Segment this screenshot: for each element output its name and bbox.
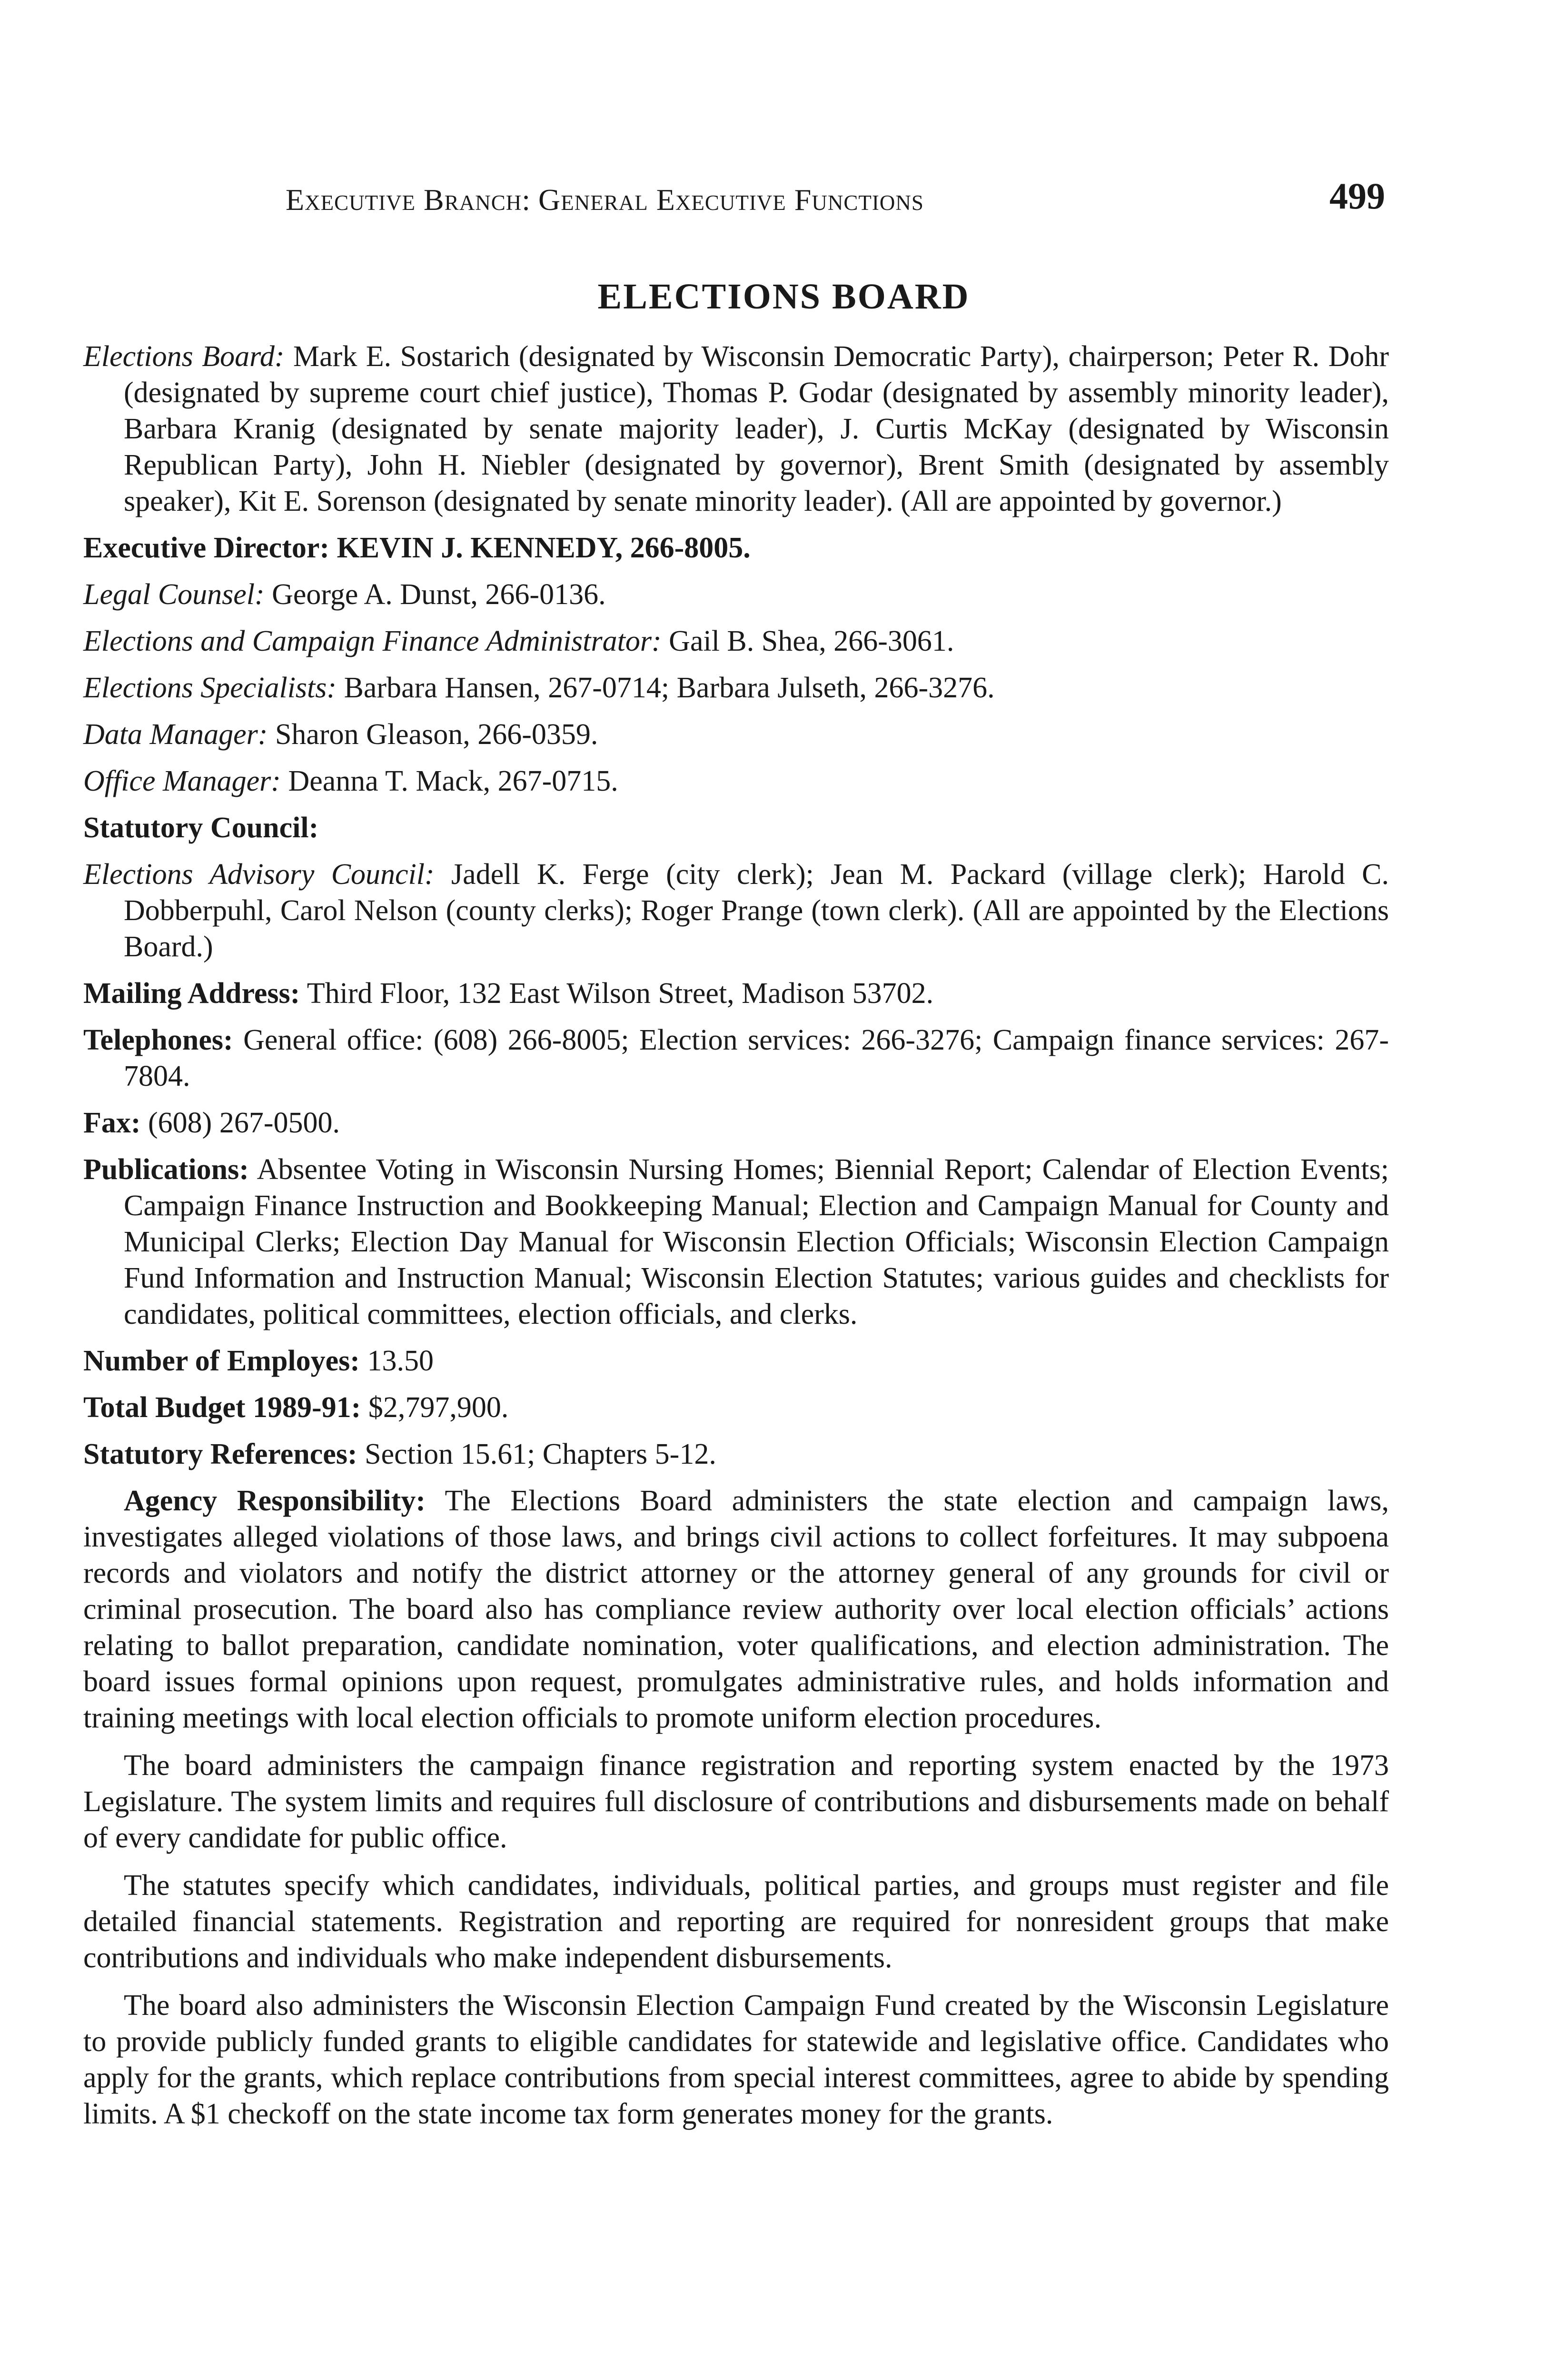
staff-value: KEVIN J. KENNEDY, 266-8005. [329, 532, 751, 564]
staff-legal-counsel [83, 576, 1389, 613]
employees-value: 13.50 [359, 1345, 434, 1377]
staff-label: Data Manager: [83, 718, 268, 751]
staff-value: George A. Dunst, 266-0136. [264, 578, 606, 611]
staff-value: Deanna T. Mack, 267-0715. [280, 765, 618, 797]
fax-label: Fax: [83, 1107, 141, 1139]
paragraph-registration: The statutes specify which candidates, individuals, political parties, and groups must register and file detailed financial statements. Registration and reporting are required for nonresident groups that make contributions and individuals who make independent disbursements. [83, 1869, 1389, 1974]
staff-label: Office Manager: [83, 765, 281, 797]
responsibility-label: Agency Responsibility: [124, 1485, 426, 1517]
staff-label: Elections and Campaign Finance Administrator: [83, 625, 662, 657]
paragraph-campaign-fund: The board also administers the Wisconsin Election Campaign Fund created by the Wisconsin Legislature to provide publicly funded grants to eligible candidates for statewide and legislative office. Candidates who apply for the grants, which replace contributions from special interest committees, agree to abide by spending limits. A $1 checkoff on the state income tax form generates money for the grants. [83, 1989, 1389, 2130]
staff-label: Legal Counsel: [83, 578, 265, 611]
advisory-council-text: Jadell K. Ferge (city clerk); Jean M. Packard (village clerk); Harold C. Dobberpuhl, Carol Nelson (county clerks); Roger Prange (town clerk). (All are appointed by the Elections Board.) [124, 858, 1389, 963]
statutory-council-heading: Statutory Council: [83, 812, 319, 844]
fax [83, 1105, 1389, 1141]
agency-responsibility [83, 1483, 1389, 1736]
telephones [83, 1022, 1389, 1094]
references-value: Section 15.61; Chapters 5-12. [357, 1438, 716, 1470]
staff-office-manager [83, 763, 1389, 799]
staff-value: Sharon Gleason, 266-0359. [268, 718, 598, 751]
mailing-value: Third Floor, 132 East Wilson Street, Madison 53702. [300, 977, 934, 1010]
page-number: 499 [1329, 175, 1385, 217]
number-of-employees [83, 1343, 1389, 1379]
section-label: Executive Branch: [286, 183, 531, 217]
staff-value: Barbara Hansen, 267-0714; Barbara Julseth, 266-3276. [337, 672, 995, 704]
total-budget [83, 1389, 1389, 1426]
board-label: Elections Board: [83, 340, 285, 373]
board-text: Mark E. Sostarich (designated by Wisconsin Democratic Party), chairperson; Peter R. Dohr (designated by supreme court chief justice), Thomas P. Godar (designated by assembly minority leader), Barbara Kranig (designated by senate majority leader), J. Curtis McKay (designated by Wisconsin Republican Party), John H. Niebler (designated by governor), Brent Smith (designated by assembly speaker), Kit E. Sorenson (designated by senate minority leader). (All are appointed by governor.) [124, 340, 1389, 517]
staff-executive-director [83, 530, 1389, 566]
references-label: Statutory References: [83, 1438, 357, 1470]
budget-value: $2,797,900. [361, 1391, 509, 1424]
employees-label: Number of Employes: [83, 1345, 360, 1377]
staff-data-manager [83, 716, 1389, 753]
publications-value: Absentee Voting in Wisconsin Nursing Homes; Biennial Report; Calendar of Election Events; Campaign Finance Instruction and Bookkeeping Manual; Election and Campaign Manual for County and Municipal Clerks; Election Day Manual for Wisconsin Election Officials; Wisconsin Election Campaign Fund Information and Instruction Manual; Wisconsin Election Statutes; various guides and checklists for candidates, political committees, election officials, and clerks. [124, 1153, 1389, 1330]
page-title: ELECTIONS BOARD [597, 277, 970, 317]
section-title: General Executive Functions [538, 183, 924, 217]
advisory-council [83, 856, 1389, 965]
staff-administrator [83, 623, 1389, 659]
board-members [83, 338, 1389, 519]
staff-label: Elections Specialists: [83, 672, 337, 704]
telephones-label: Telephones: [83, 1024, 233, 1056]
advisory-council-label: Elections Advisory Council: [83, 858, 435, 891]
mailing-label: Mailing Address: [83, 977, 300, 1010]
paragraph-campaign-finance: The board administers the campaign finance registration and reporting system enacted by the 1973 Legislature. The system limits and requires full disclosure of contributions and disbursements made on behalf of every candidate for public office. [83, 1749, 1389, 1854]
statutory-references [83, 1436, 1389, 1472]
running-head [286, 175, 1385, 224]
telephones-value: General office: (608) 266-8005; Election services: 266-3276; Campaign finance services: 267-7804. [124, 1024, 1389, 1092]
publications-label: Publications: [83, 1153, 249, 1186]
staff-specialists [83, 670, 1389, 706]
budget-label: Total Budget 1989-91: [83, 1391, 361, 1424]
mailing-address [83, 975, 1389, 1012]
publications [83, 1151, 1389, 1332]
staff-value: Gail B. Shea, 266-3061. [661, 625, 954, 657]
staff-label: Executive Director: [83, 532, 330, 564]
responsibility-value: The Elections Board administers the state election and campaign laws, investigates alleged violations of those laws, and brings civil actions to collect forfeitures. It may subpoena records and violators and notify the district attorney or the attorney general of any grounds for civil or criminal prosecution. The board also has compliance review authority over local election officials’ actions relating to ballot preparation, candidate nomination, voter qualifications, and election administration. The board issues formal opinions upon request, promulgates administrative rules, and holds information and training meetings with local election officials to promote uniform election procedures. [83, 1485, 1389, 1734]
fax-value: (608) 267-0500. [140, 1107, 340, 1139]
